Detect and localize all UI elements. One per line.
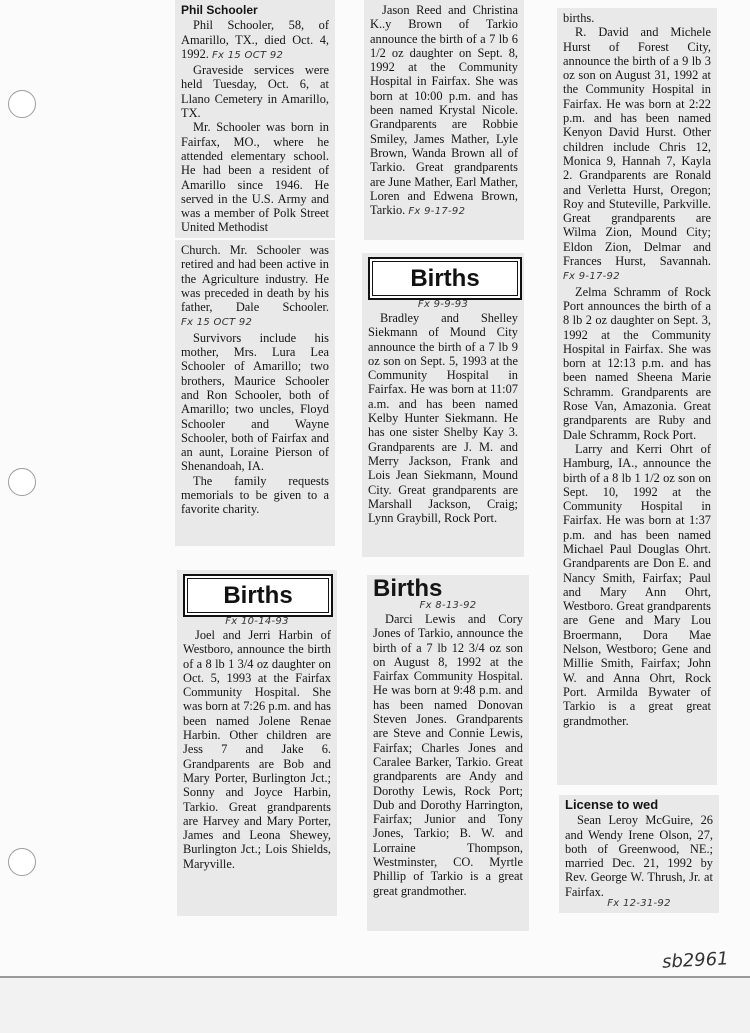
- births-clipping-harbin: [177, 570, 337, 916]
- births-banner: [368, 257, 522, 300]
- births-banner: [183, 574, 333, 617]
- license-heading: License to wed: [565, 797, 659, 812]
- obituary-paragraph: Phil Schooler, 58, of Amarillo, TX., died Oct. 4, 1992. Fx 15 OCT 92: [181, 18, 329, 61]
- obituary-paragraph: Church. Mr. Schooler was retired and had been active in the Agriculture industry. He was preceded in death by his father, Dale Schooler. Fx 15 OCT 92: [181, 243, 329, 329]
- obituary-paragraph: Graveside services were held Tuesday, Oct. 6, at Llano Cemetery in Amarillo, TX.: [181, 63, 329, 121]
- birth-announcement-text: births.: [563, 11, 595, 25]
- handwritten-date-note: Fx 15 OCT 92: [181, 317, 253, 329]
- binder-hole: [8, 90, 36, 118]
- binder-hole: [8, 848, 36, 876]
- handwritten-date-note: Fx 12-31-92: [607, 898, 671, 910]
- births-banner-title: Births: [187, 578, 329, 613]
- binder-hole: [8, 468, 36, 496]
- obituary-paragraph: The family requests memorials to be given to a favorite charity.: [181, 473, 329, 517]
- births-heading: Births: [373, 575, 443, 602]
- license-to-wed-clipping: [559, 795, 719, 913]
- birth-announcement-text: Zelma Schramm of Rock Port announces the birth of a 8 lb 2 oz daughter on Sept. 3, 1992 at the Community Hospital in Fairfax. She was born at 12:13 p.m. and has been named Sheena Marie Schramm. Grandparents are Rose Van, Amazonia. Great grandparents are Ruby and Dale Schramm, Rock Port.: [563, 284, 711, 442]
- obituary-paragraph: Survivors include his mother, Mrs. Lura Lea Schooler of Amarillo; two brothers, Maurice Schooler and Ron Schooler, both of Amarillo; two uncles, Floyd Schooler and Wayne Schooler, both of Fairfax and an aunt, Loraine Pierson of Shenandoah, IA.: [181, 330, 329, 474]
- births-banner-title: Births: [372, 261, 518, 296]
- obituary-clipping-top: [175, 0, 335, 238]
- birth-announcement-text: R. David and Michele Hurst of Forest City, announce the birth of a 9 lb 3 oz son on August 31, 1992 at the Community Hospital in Fairfax. He was born at 2:22 p.m. and has been named Kenyon David Hurst. Other children include Chris 12, Monica 9, Hannah 7, Kayla 2. Grandparents are Ronald and Verletta Hurst, Oregon; Roy and Stuteville, Parkville. Great grandparents are Wilma Zion, Mound City; Eldon Zion, Delmar and Frances Hurst, Savannah. Fx 9-17-92: [563, 25, 711, 283]
- obituary-heading: Phil Schooler: [181, 3, 258, 17]
- handwritten-date-note: Fx 10-14-93: [225, 616, 289, 627]
- birth-announcement-text: Bradley and Shelley Siekmann of Mound City announce the birth of a 7 lb 9 oz son on Sept. 5, 1993 at the Community Hospital in Fairfax. He was born at 11:07 a.m. and has been named Kelby Hunter Siekmann. He has one sister Shelby Kay 3. Grandparents are J. M. and Merry Jackson, Frank and Lois Jean Siekmann, Mound City. Great grandparents are Marshall Jackson, Craig; Lynn Graybill, Rock Port.: [368, 311, 518, 526]
- handwritten-date-note: Fx 9-17-92: [563, 271, 620, 283]
- handwritten-date-note: Fx 9-17-92: [408, 206, 466, 218]
- birth-announcement-text: Joel and Jerri Harbin of Westboro, announce the birth of a 8 lb 1 3/4 oz daughter on Oct. 5, 1993 at the Fairfax Community Hospital. She was born at 7:26 p.m. and has been named Jolene Renae Harbin. Other children are Jess 7 and Jake 6. Grandparents are Bob and Mary Porter, Burlington Jct.; Sonny and Joyce Harbin, Tarkio. Great grandparents are Harvey and Mary Porter, James and Leona Shewey, Burlington Jct.; Lois Shields, Maryville.: [183, 628, 331, 871]
- birth-announcement-text: Darci Lewis and Cory Jones of Tarkio, announce the birth of a 7 lb 12 3/4 oz son on August 8, 1992 at the Fairfax Community Hospital. He was born at 9:48 p.m. and has been named Donovan Steven Jones. Grandparents are Steve and Connie Lewis, Fairfax; Charles Jones and Caralee Barker, Tarkio. Great grandparents are Andy and Dorothy Lewis, Rock Port; Dub and Dorothy Harrington, Fairfax; Junior and Tony Jones, Tarkio; B. W. and Lorraine Thompson, Westminster, CO. Myrtle Phillip of Tarkio is a great great grandmother.: [373, 612, 523, 898]
- birth-announcement-text: Jason Reed and Christina K..y Brown of Tarkio announce the birth of a 7 lb 6 1/2 oz daughter on Sept. 8, 1992 at the Community Hospital in Fairfax. She was born at 10:00 p.m. and has been named Krystal Nicole. Grandparents are Robbie Smiley, James Mather, Lyle Brown, Wanda Brown all of Tarkio. Great grandparents are June Mather, Earl Mather, Loren and Edwena Brown, Tarkio. Fx 9-17-92: [370, 3, 518, 218]
- handwritten-date-note: Fx 9-9-93: [417, 299, 469, 310]
- obituary-clipping-bottom: [175, 240, 335, 546]
- birth-announcement-text: Larry and Kerri Ohrt of Hamburg, IA., announce the birth of a 8 lb 1 1/2 oz son on Sept. 10, 1992 at the Community Hospital in Fairfax. He was born at 1:37 p.m. and has been named Michael Paul Douglas Ohrt. Grandparents are Don E. and Nancy Smith, Fairfax; Paul and Mary Ann Ohrt, Westboro. Great grandparents are Gene and Mary Lou Broermann, Dora Mae Nelson, Westboro; Gene and Millie Smith, Fairfax; John W. and Anna Ohrt, Rock Port. Armilda Bywater of Tarkio is a great great grandmother.: [563, 441, 711, 728]
- handwritten-date-note: Fx 8-13-92: [419, 600, 477, 611]
- obituary-paragraph: Mr. Schooler was born in Fairfax, MO., where he attended elementary school. He had been a resident of Amarillo since 1946. He served in the U.S. Army and was a member of Polk Street United Methodist: [181, 120, 329, 235]
- archive-number: sb2961: [661, 948, 730, 973]
- births-clipping-right-column: [557, 8, 717, 785]
- birth-clipping-reed: [364, 0, 524, 240]
- license-text: Sean Leroy McGuire, 26 and Wendy Irene Olson, 27, both of Greenwood, NE.; married Dec. 21, 1992 by Rev. George W. Thrush, Jr. at Fairfax.: [565, 813, 713, 899]
- births-clipping-jones: [367, 575, 529, 931]
- handwritten-date-note: Fx 15 OCT 92: [212, 49, 284, 61]
- births-clipping-siekmann: [362, 253, 524, 557]
